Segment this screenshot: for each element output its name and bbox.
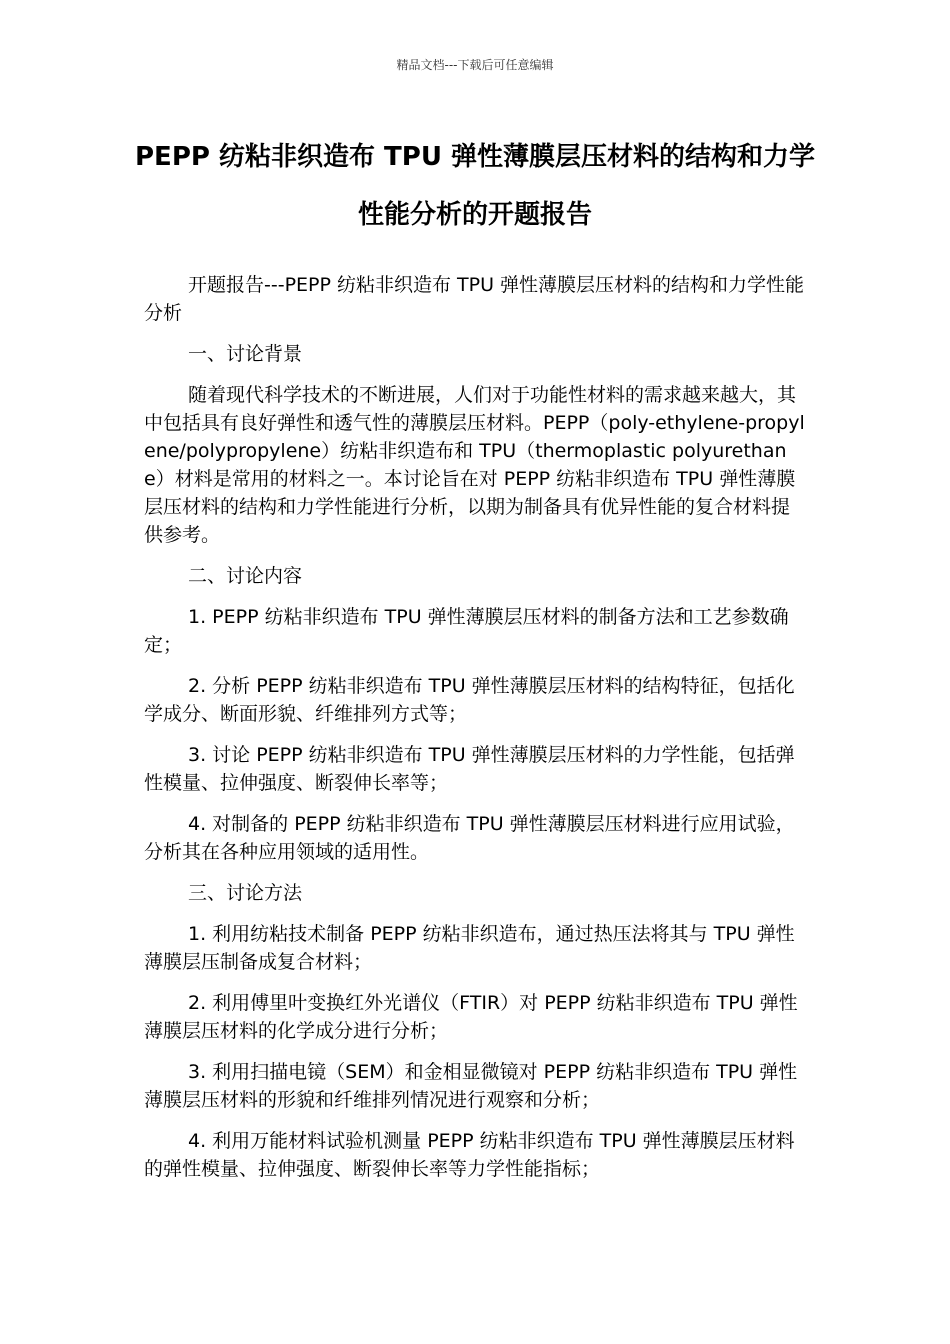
content-item-2: 2. 分析 PEPP 纺粘非织造布 TPU 弹性薄膜层压材料的结构特征，包括化学成分、断面形貌、纤维排列方式等； (144, 675, 795, 725)
header-note: 精品文档---下载后可任意编辑 (396, 58, 554, 72)
content-item-1: 1. PEPP 纺粘非织造布 TPU 弹性薄膜层压材料的制备方法和工艺参数确定； (144, 606, 789, 656)
method-item-1: 1. 利用纺粘技术制备 PEPP 纺粘非织造布，通过热压法将其与 TPU 弹性薄膜层压制备成复合材料； (144, 923, 795, 973)
background-paragraph: 随着现代科学技术的不断进展，人们对于功能性材料的需求越来越大，其中包括具有良好弹性和透气性的薄膜层压材料。PEPP（poly-ethylene-propylene/polypropylene）纺粘非织造布和 TPU（thermoplastic polyurethane）材料是常用的材料之一。本讨论旨在对 PEPP 纺粘非织造布 TPU 弹性薄膜层压材料的结构和力学性能进行分析，以期为制备具有优异性能的复合材料提供参考。 (144, 384, 805, 546)
method-item-3: 3. 利用扫描电镜（SEM）和金相显微镜对 PEPP 纺粘非织造布 TPU 弹性薄膜层压材料的形貌和纤维排列情况进行观察和分析； (144, 1061, 798, 1111)
section-heading-background: 一、讨论背景 (188, 343, 303, 365)
content-item-4: 4. 对制备的 PEPP 纺粘非织造布 TPU 弹性薄膜层压材料进行应用试验，分析其在各种应用领域的适用性。 (144, 813, 795, 863)
content-item-3: 3. 讨论 PEPP 纺粘非织造布 TPU 弹性薄膜层压材料的力学性能，包括弹性模量、拉伸强度、断裂伸长率等； (144, 744, 795, 794)
section-heading-content: 二、讨论内容 (188, 565, 303, 587)
method-item-2: 2. 利用傅里叶变换红外光谱仪（FTIR）对 PEPP 纺粘非织造布 TPU 弹性薄膜层压材料的化学成分进行分析； (144, 992, 798, 1042)
document-body (144, 271, 806, 1196)
method-item-4: 4. 利用万能材料试验机测量 PEPP 纺粘非织造布 TPU 弹性薄膜层压材料的弹性模量、拉伸强度、断裂伸长率等力学性能指标； (144, 1130, 795, 1180)
section-heading-methods: 三、讨论方法 (188, 882, 303, 904)
document-title: PEPP 纺粘非织造布 TPU 弹性薄膜层压材料的结构和力学性能分析的开题报告 (135, 142, 815, 230)
intro-paragraph: 开题报告---PEPP 纺粘非织造布 TPU 弹性薄膜层压材料的结构和力学性能分析 (144, 274, 805, 324)
